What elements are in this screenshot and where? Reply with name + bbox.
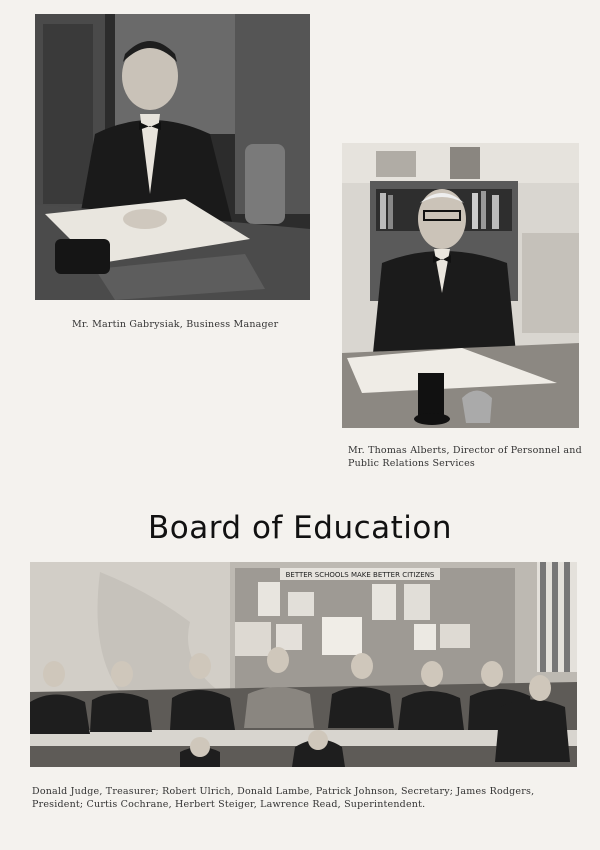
- director-caption: Mr. Thomas Alberts, Director of Personnel and Public Relations Services: [348, 445, 582, 469]
- page-title: Board of Education: [147, 510, 453, 546]
- board-caption: Donald Judge, Treasurer; Robert Ulrich, Donald Lambe, Patrick Johnson, Secretary; James Rodgers, President; Curtis Cochrane, Herbert Steiger, Lawrence Read, Superintendent.: [32, 786, 535, 810]
- director-photo: [342, 143, 579, 428]
- board-meeting-photo: [30, 562, 577, 767]
- business-manager-caption: Mr. Martin Gabrysiak, Business Manager: [72, 319, 279, 330]
- bulletin-banner-text: BETTER SCHOOLS MAKE BETTER CITIZENS: [285, 571, 435, 579]
- business-manager-photo: [35, 14, 310, 300]
